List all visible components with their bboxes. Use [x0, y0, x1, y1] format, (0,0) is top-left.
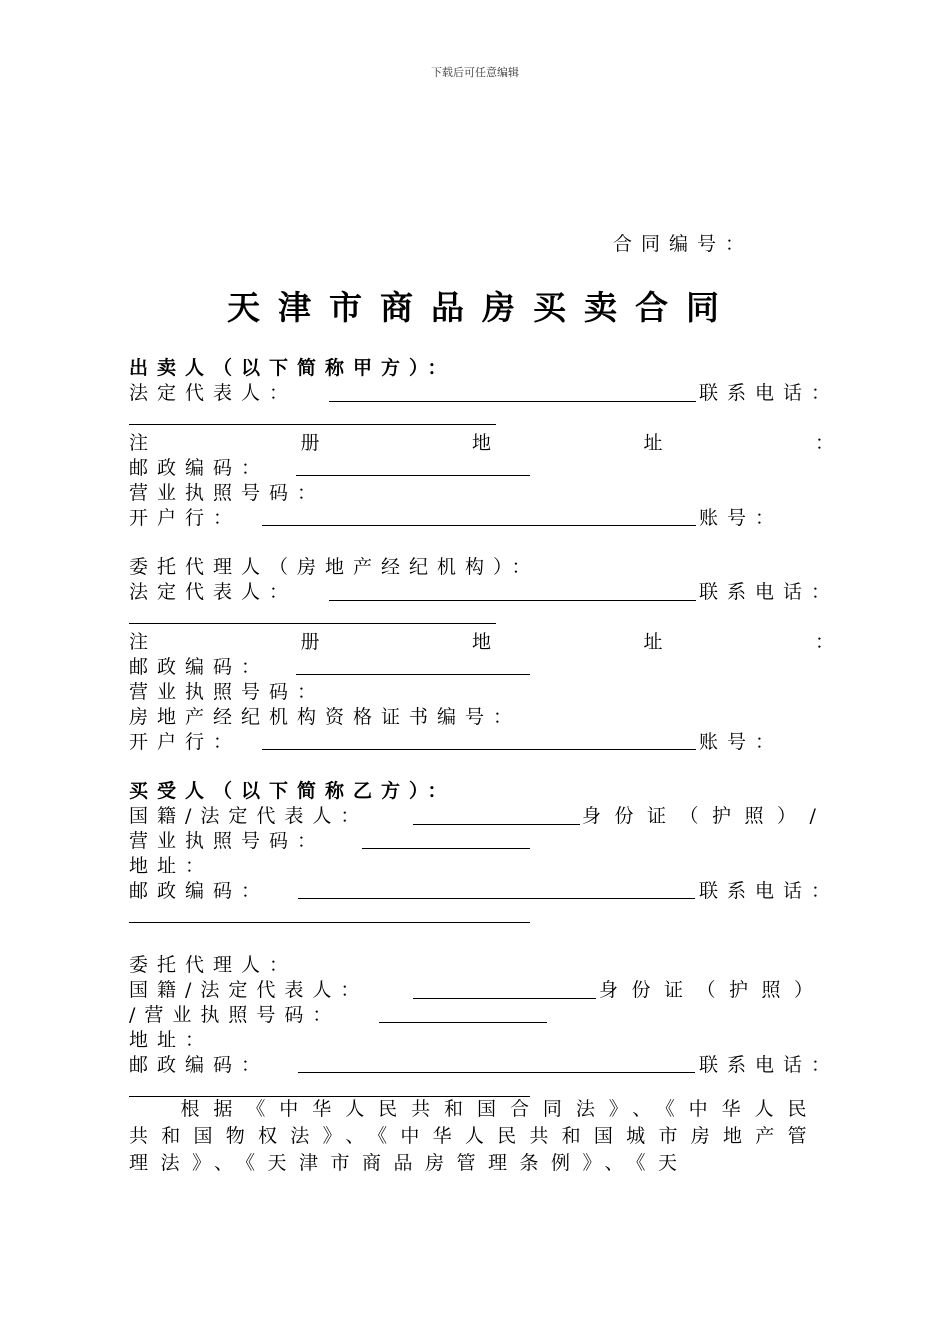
agent-legal-rep-line[interactable] — [329, 600, 696, 601]
seller-legal-rep-label: 法定代表人： — [129, 382, 298, 404]
buyer-agent-id-card-label: 身份证（护照） — [599, 979, 827, 1001]
buyer-address-label: 地址： — [129, 855, 214, 877]
agent-postcode-line[interactable] — [296, 674, 530, 675]
seller-heading: 出卖人（以下简称甲方）： — [129, 357, 456, 379]
seller-bank-line[interactable] — [262, 525, 696, 526]
buyer-agent-phone-label: 联系电话： — [699, 1054, 840, 1076]
buyer-nationality-label: 国籍/法定代表人： — [129, 805, 369, 827]
buyer-id-card-label: 身份证（护照）/ — [582, 805, 830, 827]
seller-phone-line[interactable] — [129, 424, 496, 425]
seller-bank-label: 开户行： — [129, 507, 242, 529]
agent-legal-rep-label: 法定代表人： — [129, 581, 298, 603]
page-header-note: 下载后可任意编辑 — [431, 66, 519, 79]
buyer-agent-postcode-label: 邮政编码： — [129, 1054, 270, 1076]
agent-qualification-label: 房地产经纪机构资格证书编号： — [129, 706, 522, 728]
buyer-agent-license-line[interactable] — [379, 1022, 547, 1023]
agent-bank-label: 开户行： — [129, 731, 242, 753]
buyer-agent-address-label: 地址： — [129, 1029, 214, 1051]
seller-reg-addr-label: 注 册 地 址 ： — [129, 432, 834, 454]
agent-phone-label: 联系电话： — [699, 581, 840, 603]
contract-title: 天津市商品房买卖合同 — [227, 288, 737, 327]
buyer-agent-heading: 委托代理人： — [129, 954, 298, 976]
agent-reg-addr-label: 注 册 地 址 ： — [129, 631, 834, 653]
seller-postcode-label: 邮政编码： — [129, 457, 270, 479]
buyer-agent-license-label: /营业执照号码： — [129, 1004, 341, 1026]
seller-legal-rep-line[interactable] — [329, 401, 696, 402]
agent-license-label: 营业执照号码： — [129, 681, 326, 703]
preamble-paragraph — [129, 1096, 819, 1177]
preamble-text: 根据《中华人民共和国合同法》、《中华人民共和国物权法》、《中华人民共和国城市房地产管理法》、《天津市商品房管理条例》、《天 — [129, 1098, 819, 1174]
buyer-nationality-line[interactable] — [413, 824, 580, 825]
buyer-license-line[interactable] — [362, 848, 530, 849]
seller-license-label: 营业执照号码： — [129, 482, 326, 504]
agent-bank-line[interactable] — [262, 749, 696, 750]
buyer-agent-postcode-line[interactable] — [298, 1072, 695, 1073]
seller-account-label: 账号： — [699, 507, 784, 529]
agent-postcode-label: 邮政编码： — [129, 656, 270, 678]
buyer-postcode-label: 邮政编码： — [129, 880, 270, 902]
buyer-phone-label: 联系电话： — [699, 880, 840, 902]
contract-number-label: 合同编号： — [613, 233, 754, 255]
agent-account-label: 账号： — [699, 731, 784, 753]
buyer-agent-nationality-line[interactable] — [413, 998, 596, 999]
buyer-agent-nationality-label: 国籍/法定代表人： — [129, 979, 369, 1001]
agent-heading: 委托代理人（房地产经纪机构）： — [129, 556, 540, 578]
seller-postcode-line[interactable] — [296, 475, 530, 476]
seller-phone-label: 联系电话： — [699, 382, 840, 404]
buyer-phone-line[interactable] — [129, 922, 530, 923]
buyer-postcode-line[interactable] — [298, 898, 695, 899]
agent-phone-line[interactable] — [129, 623, 496, 624]
buyer-license-label: 营业执照号码： — [129, 830, 326, 852]
buyer-heading: 买受人（以下简称乙方）： — [129, 780, 456, 802]
